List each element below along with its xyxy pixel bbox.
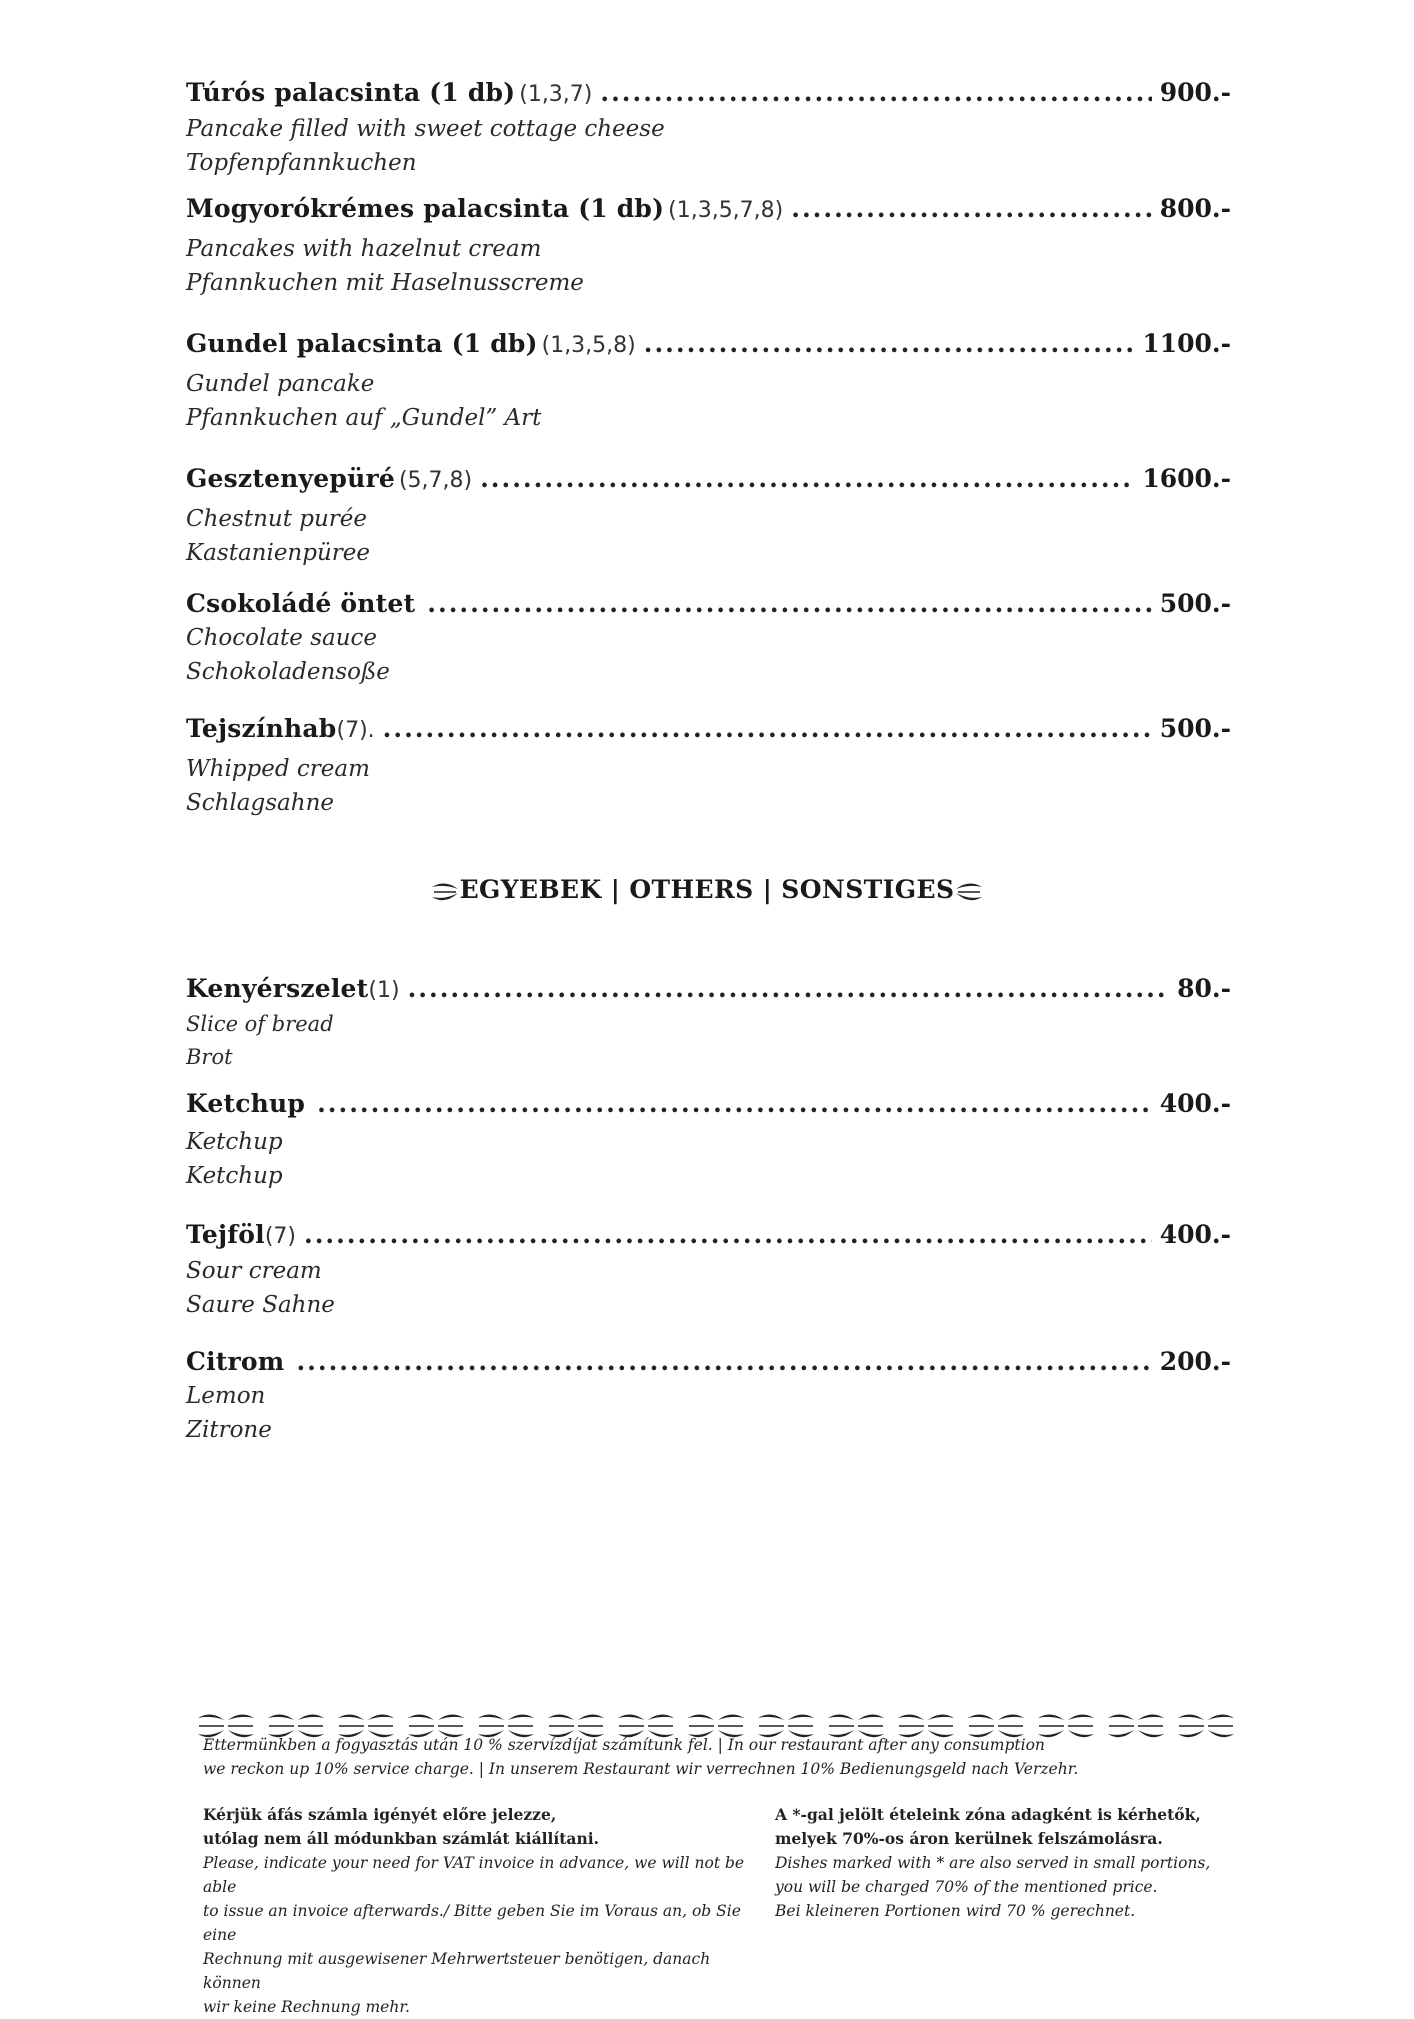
vat-note-en: Rechnung mit ausgewisener Mehrwertsteuer benötigen, danach können (203, 1950, 711, 1992)
item-desc-en: Pancakes with hazelnut cream (186, 236, 542, 262)
portion-note-de: Bei kleineren Portionen wird 70 % gerechnet. (775, 1902, 1136, 1920)
vat-note-hu: utólag nem áll módunkban számlát kiállítani. (203, 1829, 600, 1848)
item-price: 80.- (1177, 974, 1231, 1003)
leader-dots (644, 327, 1135, 361)
menu-item (186, 462, 1231, 570)
vat-note-en: Please, indicate your need for VAT invoice in advance, we will not be able (203, 1854, 745, 1896)
item-desc-en: Slice of bread (186, 1012, 334, 1036)
item-desc-de: Saure Sahne (186, 1292, 335, 1318)
item-price: 500.- (1159, 714, 1231, 743)
leader-dots (480, 462, 1134, 496)
item-desc-en: Ketchup (186, 1129, 283, 1155)
item-name: Kenyérszelet (186, 974, 369, 1003)
item-price: 1600.- (1142, 464, 1231, 493)
item-desc-de: Brot (186, 1045, 233, 1069)
item-name: Tejföl (186, 1220, 265, 1249)
item-desc-en: Chocolate sauce (186, 625, 378, 651)
leader-dots (304, 1218, 1152, 1252)
item-desc-en: Sour cream (186, 1258, 322, 1284)
vat-note-en: wir keine Rechnung mehr. (203, 1998, 410, 2016)
leader-dots (383, 712, 1152, 746)
portion-note-en: Dishes marked with * are also served in small portions, (775, 1854, 1211, 1872)
item-name: Túrós palacsinta (1 db) (186, 78, 516, 107)
item-desc-en: Whipped cream (186, 756, 370, 782)
item-allergens: (1) (368, 978, 400, 1003)
item-desc-en: Lemon (186, 1383, 266, 1409)
section-header (0, 875, 1414, 904)
menu-item (186, 192, 1231, 300)
menu-item (186, 1345, 1231, 1447)
leader-dots (317, 1087, 1152, 1121)
item-desc-de: Pfannkuchen auf „Gundel” Art (186, 405, 542, 431)
leader-dots (408, 972, 1170, 1006)
item-name: Mogyorókrémes palacsinta (1 db) (186, 194, 665, 223)
item-desc-de: Schlagsahne (186, 790, 334, 816)
item-name: Citrom (186, 1347, 285, 1376)
service-charge-note (203, 1733, 1123, 1781)
item-price: 900.- (1159, 78, 1231, 107)
vat-invoice-note (203, 1803, 758, 2019)
item-allergens: (1,3,5,7,8) (668, 198, 784, 223)
item-desc-de: Ketchup (186, 1163, 283, 1189)
service-note-line: we reckon up 10% service charge. | In unserem Restaurant wir verrechnen 10% Bedienungsgeld nach Verzehr. (203, 1760, 1079, 1778)
leader-dots (600, 76, 1151, 110)
item-desc-en: Chestnut purée (186, 506, 368, 532)
item-name: Gesztenyepüré (186, 464, 395, 493)
portion-note-hu: melyek 70%-os áron kerülnek felszámolásra. (775, 1829, 1163, 1848)
menu-item (186, 712, 1231, 820)
item-desc-de: Schokoladensoße (186, 659, 390, 685)
menu-item (186, 1218, 1231, 1322)
small-portion-note (775, 1803, 1215, 1923)
portion-note-en: you will be charged 70% of the mentioned price. (775, 1878, 1158, 1896)
vat-note-en: to issue an invoice afterwards./ Bitte geben Sie im Voraus an, ob Sie eine (203, 1902, 741, 1944)
section-title-text: EGYEBEK | OTHERS | SONSTIGES (459, 875, 955, 904)
item-price: 800.- (1159, 194, 1231, 223)
item-allergens: (5,7,8) (398, 468, 473, 493)
item-allergens: (1,3,7) (519, 82, 593, 107)
menu-item (186, 587, 1231, 689)
item-price: 1100.- (1142, 329, 1231, 358)
item-allergens: (7). (336, 718, 375, 743)
item-name: Csokoládé öntet (186, 589, 416, 618)
item-price: 400.- (1159, 1089, 1231, 1118)
item-name: Tejszínhab (186, 714, 337, 743)
menu-item (186, 972, 1231, 1074)
item-desc-de: Zitrone (186, 1417, 272, 1443)
item-name: Ketchup (186, 1089, 306, 1118)
leader-dots (791, 192, 1151, 226)
leader-dots (427, 587, 1151, 621)
portion-note-hu: A *-gal jelölt ételeink zóna adagként is kérhetők, (775, 1805, 1201, 1824)
menu-item (186, 76, 1231, 180)
item-allergens: (7) (264, 1224, 296, 1249)
menu-item (186, 327, 1231, 435)
item-desc-de: Kastanienpüree (186, 540, 370, 566)
leader-dots (296, 1345, 1151, 1379)
vat-note-hu: Kérjük áfás számla igényét előre jelezze, (203, 1805, 557, 1824)
item-desc-de: Pfannkuchen mit Haselnusscreme (186, 270, 584, 296)
service-note-line: Éttermünkben a fogyasztás után 10 % szervízdíjat számítunk fel. | In our restaurant after any consumption (203, 1736, 1045, 1754)
item-name: Gundel palacsinta (1 db) (186, 329, 538, 358)
item-price: 500.- (1159, 589, 1231, 618)
leaf-ornament-icon (954, 881, 984, 903)
item-price: 400.- (1159, 1220, 1231, 1249)
leaf-ornament-icon (430, 881, 460, 903)
menu-item (186, 1087, 1231, 1193)
item-desc-en: Pancake filled with sweet cottage cheese (186, 116, 665, 142)
item-desc-de: Topfenpfannkuchen (186, 150, 417, 176)
leaf-ornament-icon (1178, 1714, 1234, 1737)
item-desc-en: Gundel pancake (186, 371, 375, 397)
item-allergens: (1,3,5,8) (541, 333, 636, 358)
item-price: 200.- (1159, 1347, 1231, 1376)
